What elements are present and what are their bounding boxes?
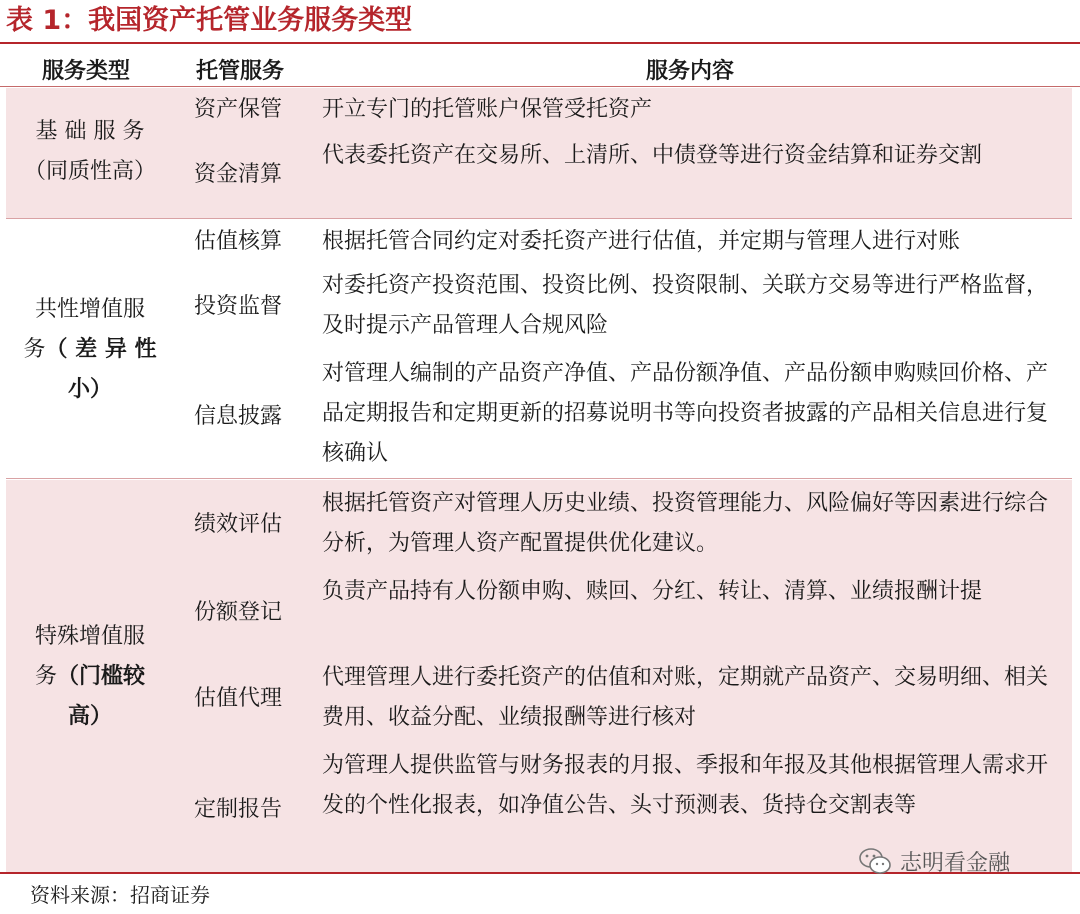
table-title: 表 1：我国资产托管业务服务类型 bbox=[6, 5, 413, 36]
group-divider bbox=[6, 218, 1072, 219]
service-name: 份额登记 bbox=[193, 600, 282, 625]
service-name: 绩效评估 bbox=[193, 512, 282, 537]
watermark bbox=[858, 846, 1010, 876]
service-content: 根据托管资产对管理人历史业绩、投资管理能力、风险偏好等因素进行综合分析，为管理人资产配置提供优化建议。 bbox=[322, 491, 1049, 556]
group-divider bbox=[6, 478, 1072, 479]
header-divider bbox=[0, 86, 1080, 87]
wechat-icon bbox=[858, 847, 892, 875]
service-content: 为管理人提供监管与财务报表的月报、季报和年报及其他根据管理人需求开发的个性化报表，如净值公告、头寸预测表、货持仓交割表等 bbox=[322, 753, 1049, 818]
table-header bbox=[0, 46, 1080, 88]
category-basic bbox=[10, 112, 170, 192]
category-common-line1: 共性增值服 bbox=[34, 297, 145, 322]
service-name: 估值核算 bbox=[193, 229, 282, 254]
header-service-content: 服务内容 bbox=[645, 59, 734, 84]
header-custody-service: 托管服务 bbox=[195, 59, 284, 84]
category-common-value-added bbox=[10, 290, 170, 410]
service-content: 代理管理人进行委托资产的估值和对账，定期就产品资产、交易明细、相关费用、收益分配、业绩报酬等进行核对 bbox=[322, 665, 1049, 730]
category-special-line2: 务（门槛较 bbox=[34, 664, 146, 689]
service-content: 对管理人编制的产品资产净值、产品份额净值、产品份额申购赎回价格、产品定期报告和定期更新的招募说明书等向投资者披露的产品相关信息进行复核确认 bbox=[322, 361, 1049, 466]
service-content: 对委托资产投资范围、投资比例、投资限制、关联方交易等进行严格监督，及时提示产品管理人合规风险 bbox=[322, 273, 1049, 338]
service-name: 资产保管 bbox=[193, 97, 282, 122]
category-basic-line1: 基 础 服 务 bbox=[35, 119, 145, 144]
service-name: 资金清算 bbox=[193, 162, 282, 187]
service-name: 估值代理 bbox=[193, 686, 282, 711]
service-content: 代表委托资产在交易所、上清所、中债登等进行资金结算和证券交割 bbox=[322, 143, 983, 168]
title-divider bbox=[0, 42, 1080, 44]
category-common-line3: 小） bbox=[67, 377, 112, 402]
category-common-line2: 务（ 差 异 性 bbox=[23, 337, 157, 362]
category-special-line1: 特殊增值服 bbox=[34, 624, 145, 649]
service-content: 开立专门的托管账户保管受托资产 bbox=[322, 97, 653, 122]
service-content: 根据托管合同约定对委托资产进行估值，并定期与管理人进行对账 bbox=[322, 229, 961, 254]
category-special-value-added bbox=[10, 617, 170, 737]
category-special-line3: 高） bbox=[67, 704, 112, 729]
service-name: 投资监督 bbox=[193, 294, 282, 319]
service-name: 信息披露 bbox=[193, 404, 282, 429]
service-name: 定制报告 bbox=[193, 797, 282, 822]
source-note: 资料来源：招商证券 bbox=[30, 883, 210, 907]
service-content: 负责产品持有人份额申购、赎回、分红、转让、清算、业绩报酬计提 bbox=[322, 579, 983, 604]
watermark-text: 志明看金融 bbox=[900, 850, 1011, 876]
header-service-type: 服务类型 bbox=[41, 59, 130, 84]
category-basic-line2: （同质性高） bbox=[23, 159, 156, 184]
